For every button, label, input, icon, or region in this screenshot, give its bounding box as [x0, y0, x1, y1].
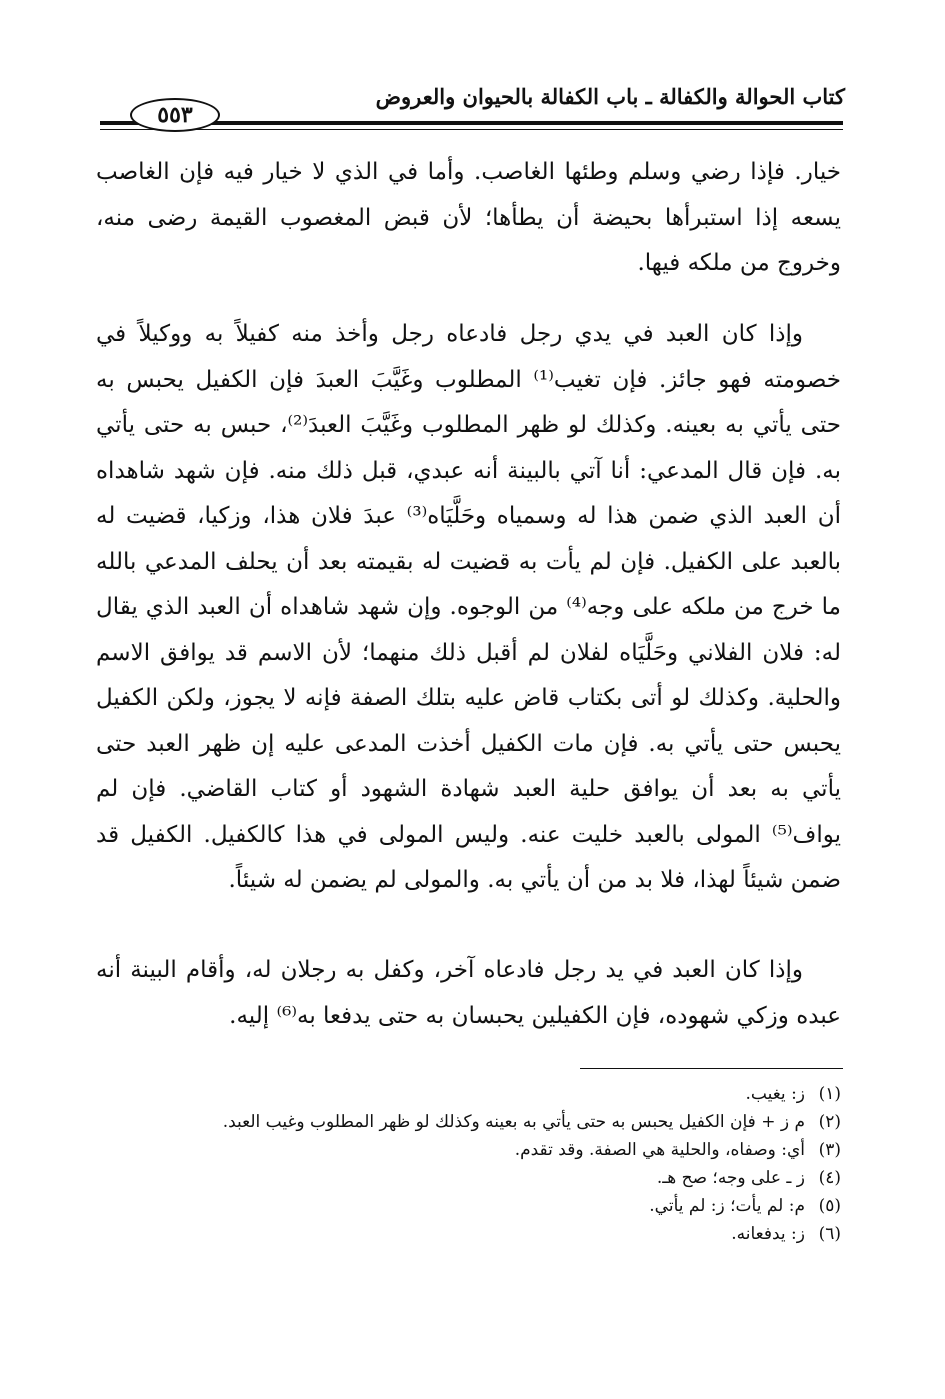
- footnote-number: (٥): [818, 1196, 841, 1216]
- footnote-number: (٦): [818, 1224, 841, 1244]
- paragraph-1: [96, 150, 841, 287]
- footnote-text: أي: وصفاه، والحلية هي الصفة. وقد تقدم.: [514, 1140, 805, 1160]
- footnote-6: [96, 1220, 841, 1248]
- footnote-number: (٣): [818, 1140, 841, 1160]
- running-title: كتاب الحوالة والكفالة ـ باب الكفالة بالحيوان والعروض: [375, 84, 845, 109]
- page-number: ٥٥٣: [130, 98, 220, 132]
- footnote-text: م ز + فإن الكفيل يحبس به حتى يأتي به بعينه وكذلك لو ظهر المطلوب وغيب العبد.: [222, 1112, 805, 1132]
- paragraph-2: [96, 312, 841, 904]
- paragraph-text: وإذا كان العبد في يدي رجل فادعاه رجل وأخذ منه كفيلاً به ووكيلاً في خصومته فهو جائز. فإن تغيب⁽¹⁾ المطلوب وغَيَّبَ العبدَ فإن الكفيل يحبس به حتى يأتي به بعينه. وكذلك لو ظهر المطلوب وغَيَّبَ العبدَ⁽²⁾، حبس به حتى يأتي به. فإن قال المدعي: أنا آتي بالبينة أنه عبدي، قبل ذلك منه. فإن شهد شاهداه أن العبد الذي ضمن هذا له وسمياه وحَلَّيَاه⁽³⁾ عبدَ فلان هذا، وزكيا، قضيت له بالعبد على الكفيل. فإن لم يأت به قضيت له بقيمته بعد أن يحلف المدعي بالله ما خرج من ملكه على وجه⁽⁴⁾ من الوجوه. وإن شهد شاهداه أن العبد الذي يقال له: فلان الفلاني وحَلَّيَاه لفلان لم أقبل ذلك منهما؛ لأن الاسم قد يوافق الاسم والحلية. وكذلك لو أتى بكتاب قاض عليه بتلك الصفة فإنه لا يجوز، ولكن الكفيل يحبس حتى يأتي به. فإن مات الكفيل أخذت المدعى عليه إن ظهر العبد حتى يأتي به بعد أن يوافق حلية العبد شهادة الشهود أو كتاب القاضي. فإن لم يواف⁽⁵⁾ المولى بالعبد خليت عنه. وليس المولى في هذا كالكفيل. الكفيل قد ضمن شيئاً لهذا، فلا بد من أن يأتي به. والمولى لم يضمن له شيئاً.: [96, 321, 841, 893]
- footnote-number: (١): [818, 1084, 841, 1104]
- paragraph-text: خيار. فإذا رضي وسلم وطئها الغاصب. وأما في الذي لا خيار فيه فإن الغاصب يسعه إذا استبرأها بحيضة أن يطأها؛ لأن قبض المغصوب القيمة رضى منه، وخروج من ملكه فيها.: [96, 159, 841, 276]
- footnote-number: (٤): [818, 1168, 841, 1188]
- footnote-text: ز: يدفعانه.: [731, 1224, 805, 1244]
- footnote-4: [96, 1164, 841, 1192]
- footnote-number: (٢): [818, 1112, 841, 1132]
- footnote-2: [96, 1108, 841, 1136]
- footnote-text: م: لم يأت؛ ز: لم يأتي.: [649, 1196, 805, 1216]
- paragraph-text: وإذا كان العبد في يد رجل فادعاه آخر، وكفل به رجلان له، وأقام البينة أنه عبده وزكي شهوده، فإن الكفيلين يحبسان به حتى يدفعا به⁽⁶⁾ إليه.: [96, 957, 841, 1029]
- footnote-separator: [580, 1068, 843, 1069]
- footnote-3: [96, 1136, 841, 1164]
- footnote-text: ز: يغيب.: [745, 1084, 805, 1104]
- footnote-text: ز ـ على وجه؛ صح هـ.: [656, 1168, 805, 1188]
- footnote-5: [96, 1192, 841, 1220]
- footnote-1: [96, 1080, 841, 1108]
- paragraph-3: [96, 948, 841, 1039]
- header-rule-thin: [100, 129, 843, 130]
- footnotes: [96, 1080, 841, 1248]
